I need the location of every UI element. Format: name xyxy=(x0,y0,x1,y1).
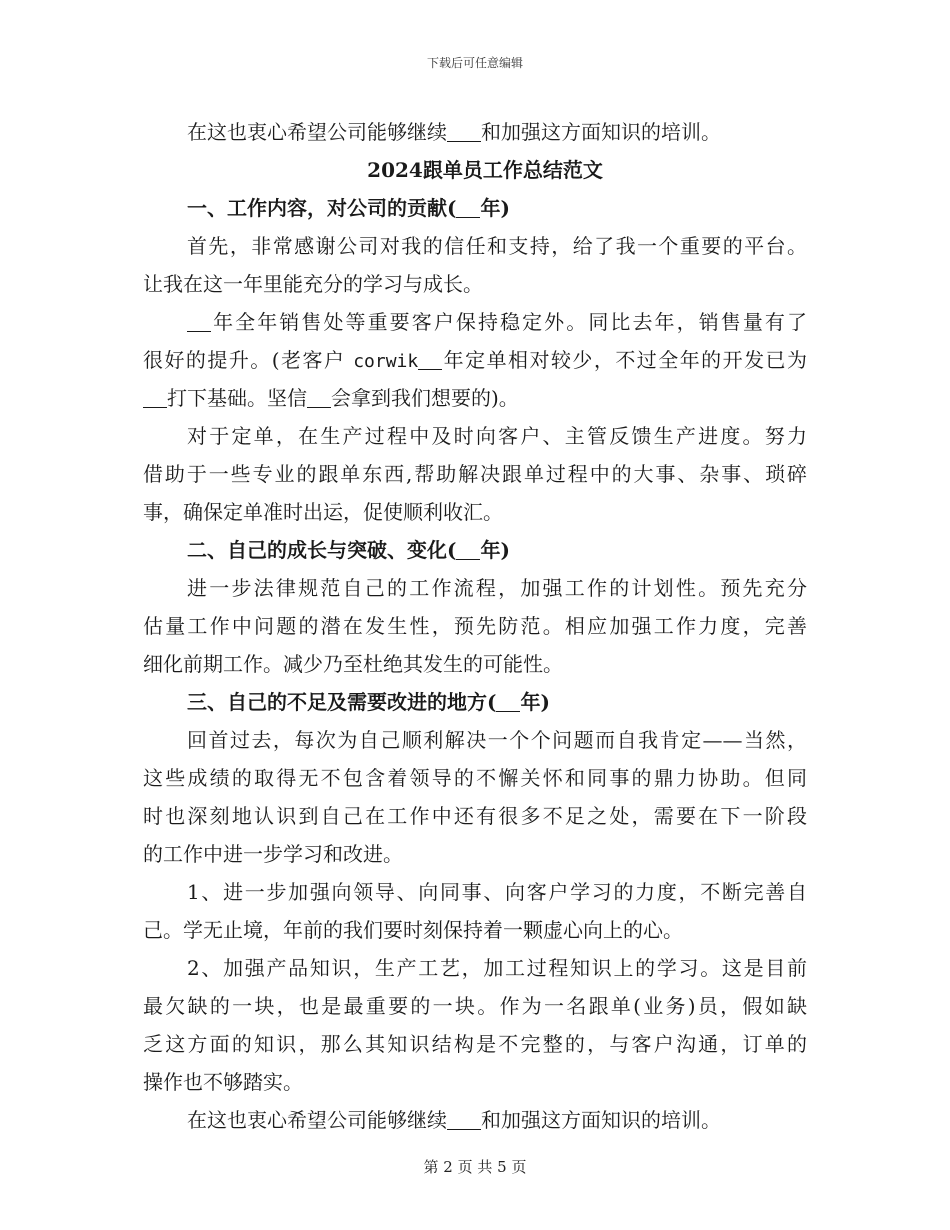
customer-code: corwik xyxy=(353,351,419,372)
paragraph-5-line-3: 时也深刻地认识到自己在工作中还有很多不足之处，需要在下一阶段 xyxy=(143,804,807,828)
list-item-2-line-1: 2、加强产品知识，生产工艺，加工过程知识上的学习。这是目前 xyxy=(187,956,807,980)
section-2-heading-year: 年) xyxy=(480,538,510,562)
section-3-heading-text: 三、自己的不足及需要改进的地方( xyxy=(187,690,497,714)
outro-text-start: 在这也衷心希望公司能够继续 xyxy=(187,1108,447,1132)
paragraph-3-line-2: 借助于一些专业的跟单东西,帮助解决跟单过程中的大事、杂事、琐碎 xyxy=(143,462,807,486)
document-title: 2024跟单员工作总结范文 xyxy=(367,158,603,182)
paragraph-1-line-1: 首先，非常感谢公司对我的信任和支持，给了我一个重要的平台。 xyxy=(187,234,807,258)
paragraph-4-line-2: 估量工作中问题的潜在发生性，预先防范。相应加强工作力度，完善 xyxy=(143,614,807,638)
fill-in-blank xyxy=(456,195,480,218)
paragraph-2-text: 年全年销售处等重要客户保持稳定外。同比去年，销售量有了 xyxy=(211,310,807,334)
paragraph-2-text: 会拿到我们想要的)。 xyxy=(331,386,519,410)
intro-text-start: 在这也衷心希望公司能够继续 xyxy=(187,120,447,144)
paragraph-2-line-2 xyxy=(143,341,807,379)
intro-paragraph xyxy=(143,113,807,151)
paragraph-2-line-3 xyxy=(143,379,807,417)
fill-in-blank xyxy=(447,119,481,142)
section-1-heading-year: 年) xyxy=(480,196,510,220)
paragraph-5-line-1: 回首过去，每次为自己顺利解决一个个问题而自我肯定——当然， xyxy=(187,728,807,752)
fill-in-blank xyxy=(418,347,442,370)
fill-in-blank xyxy=(496,689,520,712)
fill-in-blank xyxy=(143,385,167,408)
paragraph-5-line-4: 的工作中进一步学习和改进。 xyxy=(143,842,403,866)
list-item-1-line-2: 己。学无止境，年前的我们要时刻保持着一颗虚心向上的心。 xyxy=(143,918,683,942)
fill-in-blank xyxy=(456,537,480,560)
paragraph-2-text: 打下基础。坚信 xyxy=(167,386,307,410)
outro-paragraph xyxy=(143,1101,807,1139)
page-header-note: 下载后可任意编辑 xyxy=(426,56,523,70)
paragraph-2-line-1 xyxy=(143,303,807,341)
paragraph-1-line-2: 让我在这一年里能充分的学习与成长。 xyxy=(143,272,483,296)
list-item-2-line-2: 最欠缺的一块，也是最重要的一块。作为一名跟单(业务)员，假如缺 xyxy=(143,994,807,1018)
list-item-2-line-4: 操作也不够踏实。 xyxy=(143,1070,303,1094)
section-3-heading xyxy=(143,683,807,721)
intro-text-end: 和加强这方面知识的培训。 xyxy=(481,120,721,144)
section-2-heading xyxy=(143,531,807,569)
page-number-footer: 第 2 页 共 5 页 xyxy=(423,1158,527,1176)
paragraph-2-text: 很好的提升。(老客户 xyxy=(143,348,354,372)
paragraph-5-line-2: 这些成绩的取得无不包含着领导的不懈关怀和同事的鼎力协助。但同 xyxy=(143,766,807,790)
fill-in-blank xyxy=(447,1107,481,1130)
outro-text-end: 和加强这方面知识的培训。 xyxy=(481,1108,721,1132)
document-body xyxy=(143,113,807,1139)
paragraph-3-line-1: 对于定单，在生产过程中及时向客户、主管反馈生产进度。努力 xyxy=(187,424,807,448)
list-item-2-line-3: 乏这方面的知识，那么其知识结构是不完整的，与客户沟通，订单的 xyxy=(143,1032,807,1056)
section-3-heading-year: 年) xyxy=(520,690,550,714)
section-2-heading-text: 二、自己的成长与突破、变化( xyxy=(187,538,457,562)
fill-in-blank xyxy=(187,309,211,332)
paragraph-3-line-3: 事，确保定单准时出运，促使顺利收汇。 xyxy=(143,500,503,524)
section-1-heading-text: 一、工作内容，对公司的贡献( xyxy=(187,196,457,220)
fill-in-blank xyxy=(307,385,331,408)
section-1-heading xyxy=(143,189,807,227)
list-item-1-line-1: 1、进一步加强向领导、向同事、向客户学习的力度，不断完善自 xyxy=(187,880,807,904)
paragraph-2-text: 年定单相对较少，不过全年的开发已为 xyxy=(442,348,807,372)
paragraph-4-line-3: 细化前期工作。减少乃至杜绝其发生的可能性。 xyxy=(143,652,563,676)
paragraph-4-line-1: 进一步法律规范自己的工作流程，加强工作的计划性。预先充分 xyxy=(187,576,807,600)
